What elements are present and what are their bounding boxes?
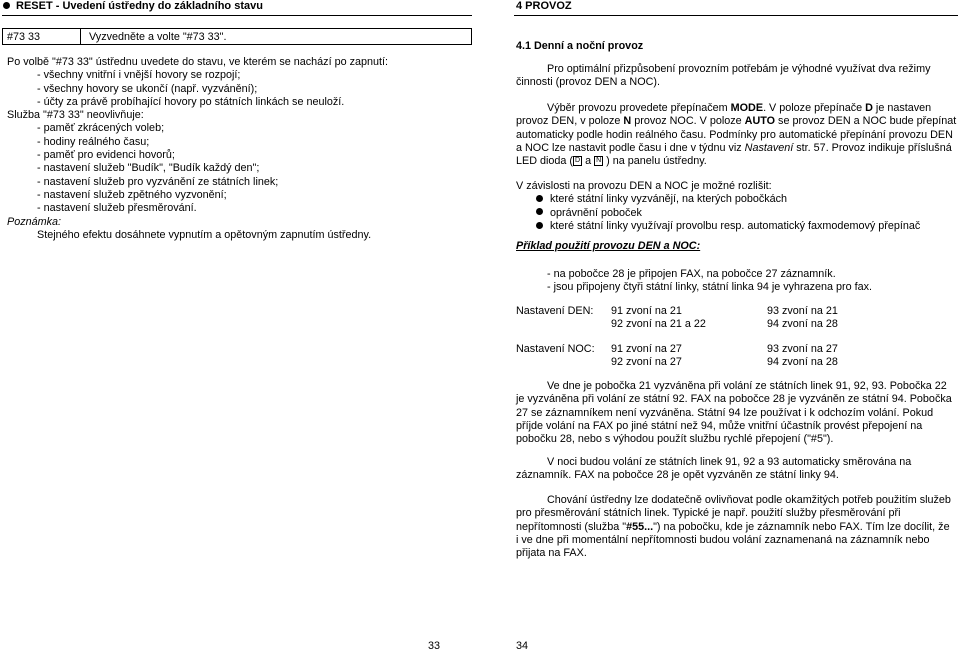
switch-line-1 — [516, 102, 958, 115]
bullet-text: které státní linky využívají provolbu resp. automatický faxmodemový přepínač — [550, 219, 921, 232]
service-item: - paměť zkrácených voleb; — [37, 122, 165, 135]
example-list — [516, 268, 872, 295]
text: provoz DEN, v poloze — [516, 115, 624, 128]
command-text: Vyzvedněte a volte "#73 33". — [89, 31, 227, 43]
intro-item: - všechny vnitřní i vnější hovory se rozpojí; — [37, 69, 241, 82]
service-intro: Služba "#73 33" neovlivňuje: — [7, 109, 144, 122]
led-night-icon: N — [596, 157, 602, 165]
switch-line-3: automaticky podle hodin reálného času. Podmínky pro automatické přepínání provozu DEN — [516, 128, 953, 141]
day-behavior-line: Ve dne je pobočka 21 vyzváněna při volání ze státních linek 91, 92, 93. Pobočka 22 — [547, 380, 947, 392]
auto-label: AUTO — [744, 115, 776, 128]
day-label: Nastavení DEN: — [516, 305, 594, 317]
modes-line: činnosti (provoz DEN a NOC). — [516, 76, 660, 89]
left-header-text: RESET - Uvedení ústředny do základního stavu — [16, 0, 263, 12]
intro-item: - účty za právě probíhající hovory po státních linkách se neuloží. — [37, 95, 345, 108]
text: ") na pobočku, kde je záznamník nebo FAX. Tím lze docílit, že — [653, 520, 950, 533]
night-cell: 93 zvoní na 27 — [767, 343, 838, 355]
day-behavior-line: pobočku 28, nebo s výhodou použít službu rychlé přepojení ("#5"). — [516, 433, 834, 446]
left-body — [7, 56, 388, 242]
right-header-rule — [514, 15, 958, 16]
intro-item: - všechny hovory se ukončí (např. vyzvánění); — [37, 82, 258, 95]
distinguish-text: V závislosti na provozu DEN a NOC je možné rozlišit: — [516, 180, 772, 192]
service-item: - nastavení služeb "Budík", "Budík každý den"; — [37, 162, 260, 175]
night-cell: 94 zvoní na 28 — [767, 356, 838, 368]
redirection-line: Chování ústředny lze dodatečně ovlivňovat podle okamžitých potřeb použitím služeb — [547, 494, 951, 506]
night-cell: 91 zvoní na 27 — [611, 343, 682, 355]
d-label: D — [865, 102, 873, 114]
night-behavior-line: V noci budou volání ze státních linek 91, 92 a 93 automaticky směrována na — [547, 456, 912, 468]
text: nepřítomnosti (služba " — [516, 520, 627, 533]
text: a NOC lze nastavit podle času i dne v týdnu viz — [516, 141, 745, 154]
service-item: - paměť pro evidenci hovorů; — [37, 149, 175, 162]
led-day-icon: D — [575, 157, 581, 165]
day-cell: 92 zvoní na 21 a 22 — [611, 318, 706, 330]
left-page-number: 33 — [428, 640, 441, 652]
redirection-line: přijata na FAX. — [516, 547, 587, 560]
service-item: - nastavení služeb přesměrování. — [37, 202, 197, 215]
text: ) na panelu ústředny. — [603, 155, 707, 168]
day-behavior-line: je vyzváněna při volání ze státní 92. FAX na pobočce 28 je vyzváněn ze státní 94. Pobočka — [516, 393, 952, 406]
n-label: N — [623, 115, 632, 128]
left-header — [3, 0, 263, 12]
redirection-line: pro přesměrování státních linek. Typické je např. použití služby přesměrování při — [516, 507, 901, 520]
day-behavior-line: 27 se záznamníkem není vyzváněna. Státní 94 lze používat i k odchozím volání. Pokud — [516, 406, 934, 419]
day-cell: 94 zvoní na 28 — [767, 318, 838, 330]
bullet-item — [516, 220, 920, 233]
text: LED dioda ( — [516, 155, 574, 168]
service-item: - nastavení služeb zpětného vyzvonění; — [37, 188, 227, 201]
settings-reference: Nastavení — [744, 141, 794, 154]
redirection-line: i ve dne při momentální nepřítomnosti budou volání zaznamenaná na záznamník nebo — [516, 533, 930, 546]
switch-line-5 — [516, 155, 958, 168]
bullet-text: které státní linky vyzvánějí, na kterých pobočkách — [550, 193, 788, 206]
switch-line-2 — [516, 115, 958, 128]
bullet-icon — [536, 195, 543, 202]
example-item: - jsou připojeny čtyři státní linky, státní linka 94 je vyhrazena pro fax. — [547, 281, 873, 294]
modes-line: Pro optimální přizpůsobení provozním potřebám je výhodné využívat dva režimy — [547, 63, 931, 75]
left-header-rule — [2, 15, 472, 16]
right-header: 4 PROVOZ — [516, 0, 572, 12]
bullet-icon — [536, 222, 543, 229]
example-title: Příklad použití provozu DEN a NOC: — [516, 240, 701, 252]
paragraph-day-behavior — [516, 380, 952, 446]
paragraph-redirection — [516, 494, 951, 560]
text: . V poloze přepínače — [763, 102, 866, 114]
night-label: Nastavení NOC: — [516, 343, 595, 355]
bullet-text: oprávnění poboček — [550, 206, 642, 219]
paragraph-modes — [516, 63, 958, 90]
day-cell: 93 zvoní na 21 — [767, 305, 838, 317]
day-cell: 91 zvoní na 21 — [611, 305, 682, 317]
bullet-item — [516, 207, 920, 220]
night-behavior-line: záznamník. FAX na pobočce 28 je opět vyzváněn ze státní linky 94. — [516, 469, 839, 482]
text: a — [582, 155, 595, 168]
note-text: Stejného efektu dosáhnete vypnutím a opětovným zapnutím ústředny. — [37, 228, 372, 241]
mode-label: MODE — [730, 102, 764, 114]
night-cell: 92 zvoní na 27 — [611, 356, 682, 368]
intro-text: Po volbě "#73 33" ústřednu uvedete do stavu, ve kterém se nachází po zapnutí: — [7, 56, 389, 68]
service-item: - nastavení služeb pro vyzvánění ze státních linek; — [37, 175, 279, 188]
text: je nastaven — [872, 102, 932, 114]
redirection-line — [516, 521, 951, 534]
note-label: Poznámka: — [7, 215, 62, 228]
paragraph-night-behavior — [516, 456, 911, 483]
paragraph-mode-switch — [516, 102, 958, 168]
paragraph-distinguish — [516, 180, 920, 233]
text: provoz NOC. V poloze — [631, 115, 745, 128]
section-title: 4.1 Denní a noční provoz — [516, 40, 644, 52]
text: se provoz DEN a NOC bude přepínat — [775, 115, 957, 128]
bullet-icon — [3, 2, 10, 9]
example-item: - na pobočce 28 je připojen FAX, na pobočce 27 záznamník. — [547, 268, 836, 280]
text: str. 57. Provoz indikuje příslušná — [793, 141, 952, 154]
bullet-item — [516, 193, 920, 206]
day-behavior-line: příjde volání na FAX po jiné státní než 94, může vnitřní účastník provést přepojení na — [516, 419, 923, 432]
switch-line-4 — [516, 142, 958, 155]
right-page-number: 34 — [516, 640, 529, 652]
text: Výběr provozu provedete přepínačem — [547, 102, 731, 114]
command-code: #73 33 — [7, 31, 41, 43]
service-code: #55... — [626, 520, 654, 533]
bullet-icon — [536, 208, 543, 215]
service-item: - hodiny reálného času; — [37, 135, 150, 148]
